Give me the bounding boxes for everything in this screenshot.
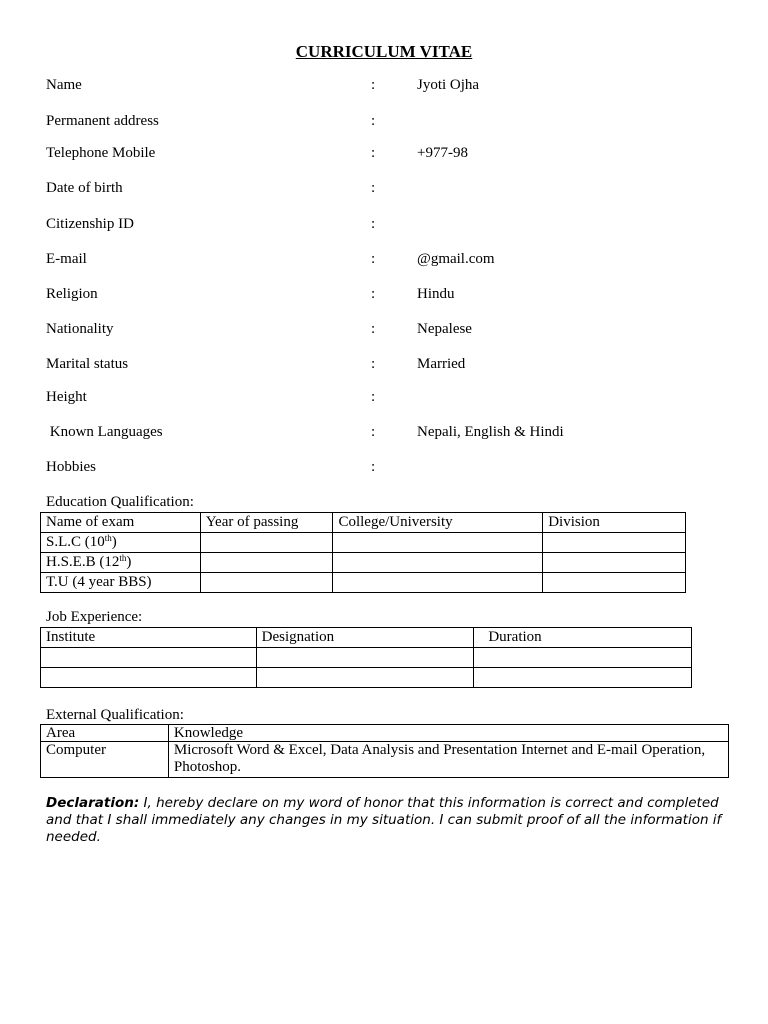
header-cell: Area [41, 725, 169, 742]
table-cell [333, 573, 543, 593]
field-label: Nationality [46, 321, 114, 337]
table-header-row [41, 725, 729, 742]
row-hobbies [46, 459, 746, 479]
field-value: @gmail.com [417, 251, 495, 267]
field-label: Citizenship ID [46, 216, 134, 232]
table-row [41, 553, 686, 573]
table-cell [41, 668, 257, 688]
row-religion [46, 286, 746, 306]
table-cell [474, 648, 692, 668]
field-label: Marital status [46, 356, 129, 372]
exam-tail: ) [126, 554, 132, 570]
field-label: Height [46, 389, 87, 405]
row-nationality [46, 321, 746, 341]
row-name [46, 77, 746, 97]
external-table [40, 724, 729, 778]
row-marital-status [46, 356, 746, 376]
field-label: Telephone Mobile [46, 145, 156, 161]
exam-name: S.L.C (10 [46, 534, 105, 550]
colon: : [371, 321, 376, 337]
table-header-row [41, 628, 692, 648]
field-value: Married [417, 356, 466, 372]
exam-cell [41, 553, 201, 573]
table-cell [256, 648, 474, 668]
page-title [0, 42, 768, 62]
table-cell [41, 648, 257, 668]
declaration-label: Declaration: [46, 795, 140, 811]
declaration-text: I, hereby declare on my word of honor that this information is correct and completed and that I shall immediately any changes in my situation. I can submit proof of all the information if needed. [46, 795, 722, 845]
education-section-title: Education Qualification: [46, 494, 194, 510]
table-cell [543, 573, 686, 593]
colon: : [371, 459, 376, 475]
table-row [41, 648, 692, 668]
table-cell [543, 553, 686, 573]
field-label: Religion [46, 286, 98, 302]
row-known-languages [46, 424, 746, 444]
field-label: Date of birth [46, 180, 123, 196]
field-label: Name [46, 77, 82, 93]
table-row [41, 533, 686, 553]
field-value: Nepali, English & Hindi [417, 424, 564, 440]
table-cell [543, 533, 686, 553]
table-cell [200, 553, 333, 573]
header-cell: Designation [256, 628, 474, 648]
row-date-of-birth [46, 180, 746, 200]
field-value: Jyoti Ojha [417, 77, 480, 93]
header-cell: Knowledge [168, 725, 728, 742]
field-label: Known Languages [46, 424, 163, 440]
exam-name: T.U (4 year BBS) [46, 574, 152, 590]
row-email [46, 251, 746, 271]
field-label: E-mail [46, 251, 87, 267]
external-section-title: External Qualification: [46, 707, 184, 723]
header-cell: Institute [41, 628, 257, 648]
table-header-row [41, 513, 686, 533]
colon: : [371, 286, 376, 302]
field-label: Hobbies [46, 459, 96, 475]
colon: : [371, 251, 376, 267]
table-row [41, 668, 692, 688]
table-cell [256, 668, 474, 688]
table-row [41, 742, 729, 778]
colon: : [371, 356, 376, 372]
header-cell: College/University [333, 513, 543, 533]
colon: : [371, 216, 376, 232]
declaration [46, 795, 731, 846]
row-permanent-address [46, 113, 746, 133]
colon: : [371, 389, 376, 405]
title-text: CURRICULUM VITAE [295, 42, 473, 61]
job-table [40, 627, 692, 688]
exam-cell [41, 573, 201, 593]
field-value: Nepalese [417, 321, 472, 337]
row-height [46, 389, 746, 409]
row-citizenship-id [46, 216, 746, 236]
colon: : [371, 77, 376, 93]
header-cell: Year of passing [200, 513, 333, 533]
row-telephone [46, 145, 746, 165]
table-cell [333, 553, 543, 573]
exam-sup: th [119, 553, 127, 563]
field-value: +977-98 [417, 145, 468, 161]
header-cell: Division [543, 513, 686, 533]
header-cell: Name of exam [41, 513, 201, 533]
table-cell [200, 573, 333, 593]
table-row [41, 573, 686, 593]
table-cell [333, 533, 543, 553]
colon: : [371, 145, 376, 161]
area-cell: Computer [41, 742, 169, 778]
exam-tail: ) [111, 534, 117, 550]
job-section-title: Job Experience: [46, 609, 143, 625]
colon: : [371, 424, 376, 440]
colon: : [371, 113, 376, 129]
header-cell: Duration [474, 628, 692, 648]
table-cell [200, 533, 333, 553]
field-label: Permanent address [46, 113, 159, 129]
colon: : [371, 180, 376, 196]
exam-cell [41, 533, 201, 553]
field-value: Hindu [417, 286, 455, 302]
exam-name: H.S.E.B (12 [46, 554, 120, 570]
exam-sup: th [104, 533, 112, 543]
education-table [40, 512, 686, 593]
knowledge-cell: Microsoft Word & Excel, Data Analysis and Presentation Internet and E-mail Operation, Photoshop. [168, 742, 728, 778]
table-cell [474, 668, 692, 688]
